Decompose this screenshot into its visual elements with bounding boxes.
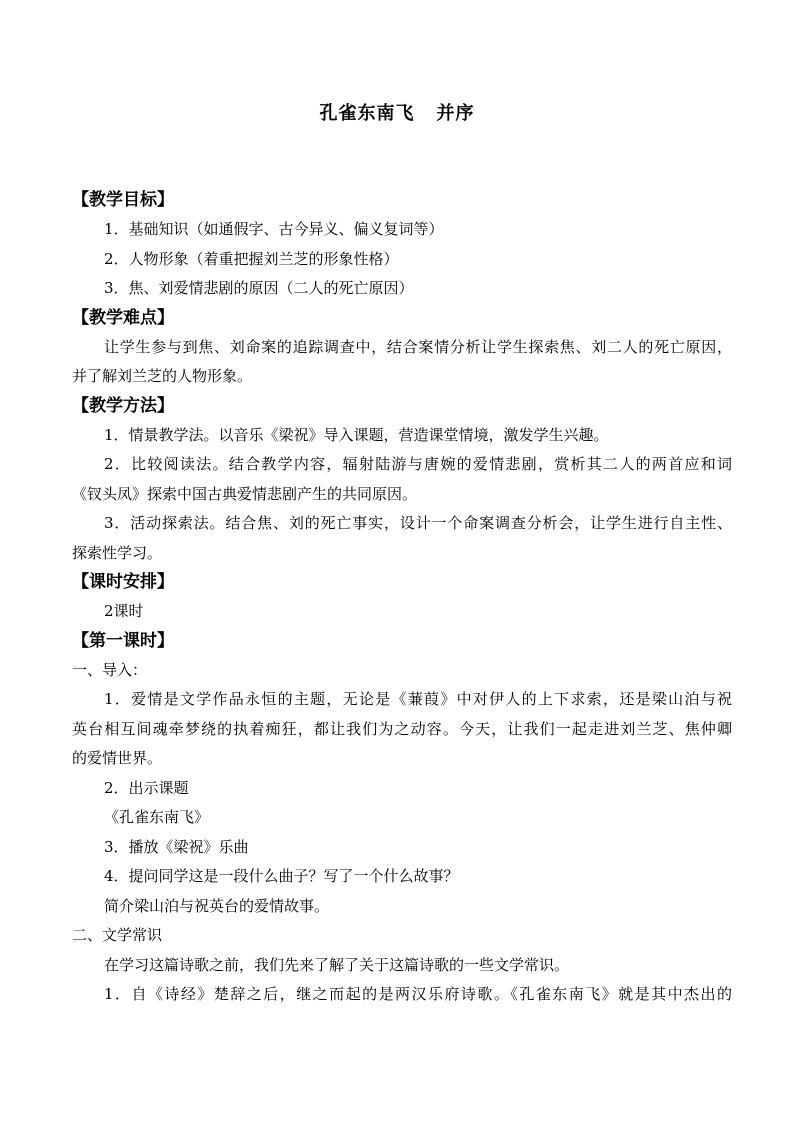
method-item: 2．比较阅读法。结合教学内容，辐射陆游与唐婉的爱情悲剧，赏析其二人的两首应和词: [104, 455, 732, 473]
title-main: 孔雀东南飞: [319, 103, 415, 124]
section-heading-lesson1: 【第一课时】: [72, 630, 174, 651]
document-body: [72, 186, 732, 1010]
schedule-value: 2课时: [104, 602, 144, 620]
paragraph-line: 2．出示课题: [104, 778, 189, 797]
paragraph-line: 《孔雀东南飞》: [104, 808, 210, 826]
paragraph-line: 在学习这篇诗歌之前，我们先来了解了关于这篇诗歌的一些文学常识。: [104, 955, 570, 974]
title-sub: 并序: [436, 103, 475, 124]
paragraph-line: 并了解刘兰芝的人物形象。: [72, 367, 253, 385]
paragraph-line: 探索性学习。: [72, 543, 163, 562]
subsection-heading-intro: 一、导入：: [72, 660, 148, 679]
section-heading-goals: 【教学目标】: [72, 190, 174, 210]
method-item: 1．情景教学法。以音乐《梁祝》导入课题，营造课堂情境，激发学生兴趣。: [104, 425, 609, 444]
method-item: 3．活动探索法。结合焦、刘的死亡事实，设计一个命案调查分析会，让学生进行自主性、: [104, 514, 732, 532]
section-heading-methods: 【教学方法】: [72, 395, 174, 416]
paragraph-line: 《钗头凤》探索中国古典爱情悲剧产生的共同原因。: [72, 484, 418, 503]
section-heading-difficulty: 【教学难点】: [72, 307, 174, 328]
paragraph-line: 1．自《诗经》楚辞之后，继之而起的是两汉乐府诗歌。《孔雀东南飞》就是其中杰出的: [104, 985, 732, 1003]
paragraph-line: 英台相互间魂牵梦绕的执着痴狂，都让我们为之动容。今天，让我们一起走进刘兰芝、焦仲卿: [72, 719, 732, 738]
paragraph-line: 让学生参与到焦、刘命案的追踪调查中，结合案情分析让学生探索焦、刘二人的死亡原因，: [104, 337, 732, 356]
paragraph-line: 3．播放《梁祝》乐曲: [104, 837, 249, 856]
document-title: [0, 99, 794, 125]
paragraph-line: 的爱情世界。: [72, 749, 163, 767]
paragraph-line: 简介梁山泊与祝英台的爱情故事。: [104, 896, 330, 915]
subsection-heading-literary: 二、文学常识: [72, 926, 163, 944]
section-heading-schedule: 【课时安排】: [72, 572, 174, 592]
goal-item: 1．基础知识（如通假字、古今异义、偏义复词等）: [104, 220, 444, 238]
goal-item: 3．焦、刘爱情悲剧的原因（二人的死亡原因）: [104, 279, 414, 297]
goal-item: 2．人物形象（着重把握刘兰芝的形象性格）: [104, 249, 399, 268]
paragraph-line: 4．提问同学这是一段什么曲子？写了一个什么故事？: [104, 867, 459, 885]
paragraph-line: 1．爱情是文学作品永恒的主题，无论是《蒹葭》中对伊人的上下求索，还是梁山泊与祝: [104, 690, 732, 708]
